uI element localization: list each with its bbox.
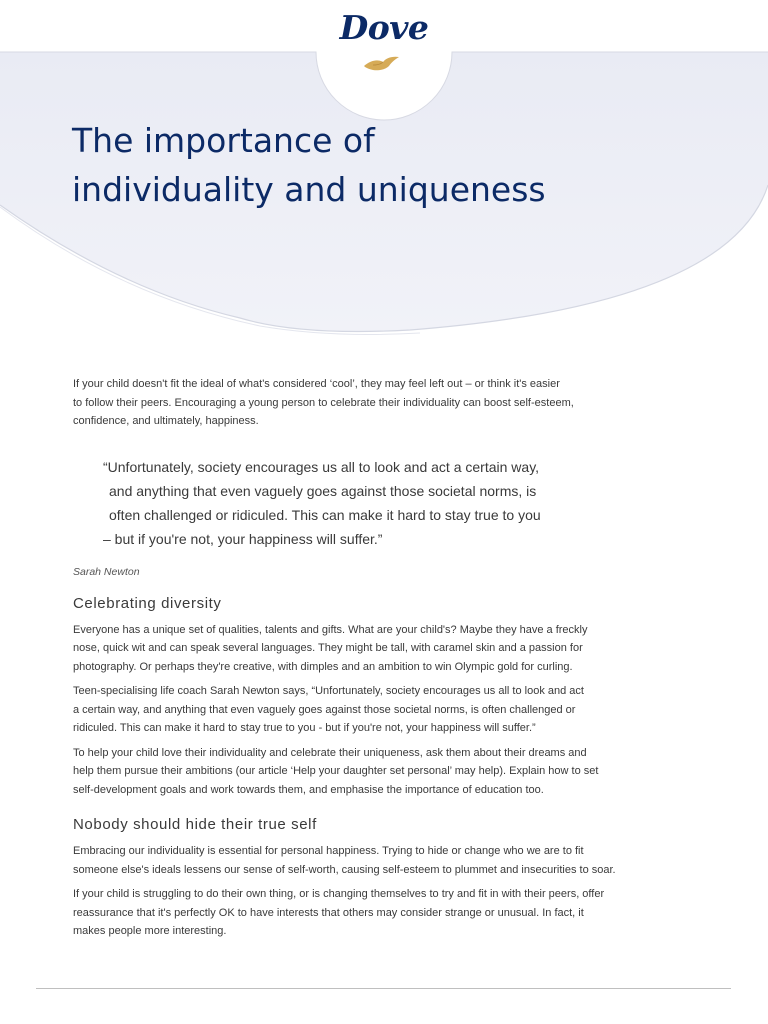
page-title (72, 116, 692, 214)
text-line: Embracing our individuality is essential for personal happiness. Trying to hide or change who we are to fit (73, 845, 584, 857)
text-line: nose, quick wit and can speak several languages. They might be tall, with caramel skin and a passion for (73, 642, 583, 654)
text-line: reassurance that it's perfectly OK to have interests that others may consider strange or unusual. In fact, it (73, 906, 584, 919)
dove-wordmark: Dove (339, 8, 429, 47)
section-heading-nobody-should-hide: Nobody should hide their true self (73, 816, 317, 833)
text-line: photography. Or perhaps they're creative, with dimples and an ambition to win Olympic gold for curling. (73, 660, 573, 673)
intro-paragraph (73, 375, 703, 431)
quote-line: often challenged or ridiculed. This can make it hard to stay true to you (109, 506, 541, 523)
title-line: The importance of (72, 121, 375, 160)
article-body (73, 375, 703, 947)
quote-attribution: Sarah Newton (73, 565, 140, 578)
text-line: ridiculed. This can make it hard to stay true to you - but if you're not, your happiness will suffer.” (73, 722, 536, 734)
text-line: Everyone has a unique set of qualities, talents and gifts. What are your child's? Maybe they have a freckly (73, 623, 588, 636)
section-heading-celebrating-diversity: Celebrating diversity (73, 594, 222, 612)
text-line: Teen-specialising life coach Sarah Newton says, “Unfortunately, society encourages us all to look and act (73, 685, 584, 697)
text-line: someone else's ideals lessens our sense of self-worth, causing self-esteem to plummet and insecurities to soar. (73, 863, 616, 876)
text-line: self-development goals and work towards them, and emphasise the importance of education too. (73, 783, 544, 796)
quote-line: – but if you're not, your happiness will suffer.” (103, 530, 383, 547)
title-line: individuality and uniqueness (72, 170, 546, 209)
body-paragraph (73, 682, 703, 738)
text-line: help them pursue their ambitions (our article ‘Help your daughter set personal’ may help). Explain how to set (73, 765, 599, 777)
text-line: makes people more interesting. (73, 925, 227, 937)
text-line: confidence, and ultimately, happiness. (73, 415, 259, 427)
body-paragraph (73, 885, 703, 941)
dove-bird-icon (362, 54, 402, 74)
text-line: If your child doesn't fit the ideal of what's considered ‘cool’, they may feel left out – or think it's easier (73, 378, 560, 390)
body-paragraph (73, 744, 703, 800)
footer-divider (36, 988, 731, 989)
quote-line: “Unfortunately, society encourages us all to look and act a certain way, (103, 458, 540, 475)
text-line: To help your child love their individuality and celebrate their uniqueness, ask them about their dreams and (73, 746, 587, 759)
body-paragraph (73, 842, 703, 879)
text-line: a certain way, and anything that even vaguely goes against those societal norms, is often challenged or (73, 703, 576, 716)
quote-line: and anything that even vaguely goes against those societal norms, is (109, 482, 537, 499)
pull-quote (103, 455, 703, 551)
body-paragraph (73, 621, 703, 677)
text-line: to follow their peers. Encouraging a young person to celebrate their individuality can boost self-esteem, (73, 396, 574, 409)
text-line: If your child is struggling to do their own thing, or is changing themselves to try and fit in with their peers, offer (73, 888, 605, 900)
